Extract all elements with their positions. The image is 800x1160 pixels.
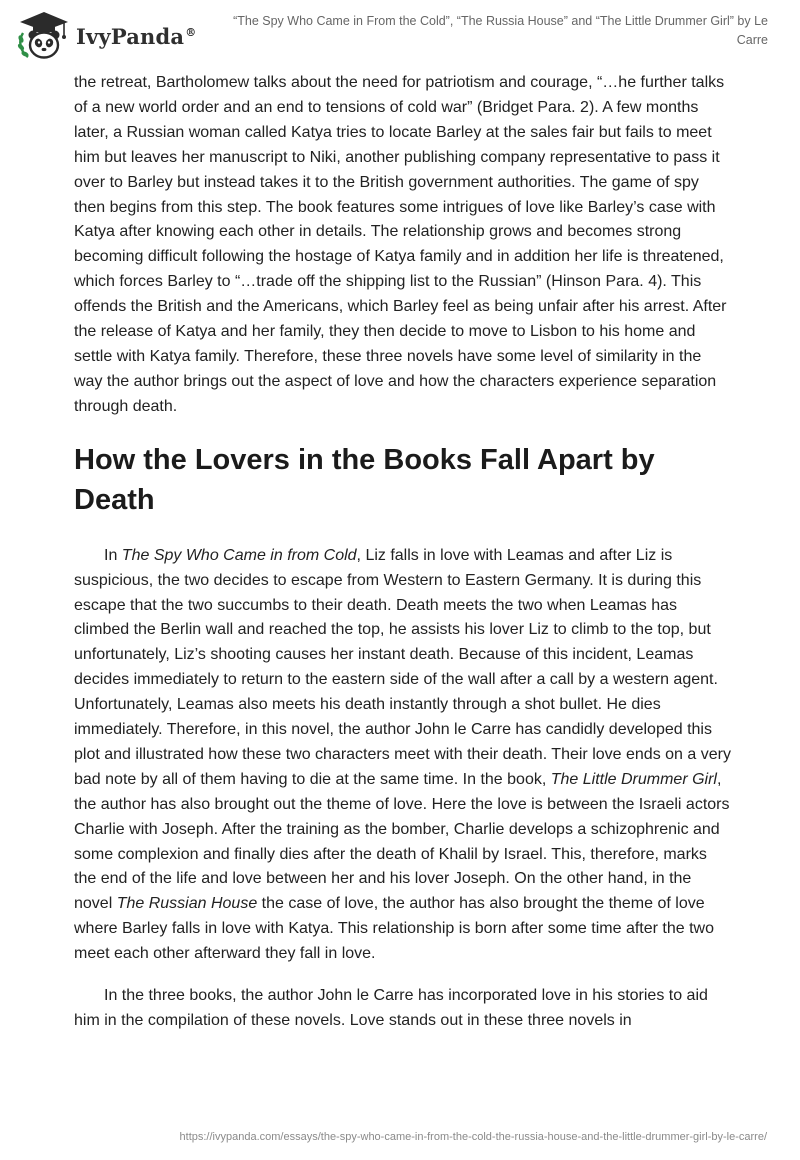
- paragraph-love-theme: In the three books, the author John le Carre has incorporated love in his stories to aid him in the compilation of these novels. Love stands out in these three novels in: [74, 987, 708, 1029]
- paragraph-lovers-death: [74, 544, 732, 967]
- section-heading: How the Lovers in the Books Fall Apart by Death: [74, 443, 655, 516]
- text-run: , the author has also brought out the theme of love. Here the love is between the Israeli actors Charlie with Joseph. After the training as the bomber, Charlie develops a schizophrenic and some complexion and finally dies after the death of Khalil by Israel. This, therefore, marks the end of the life and love between her and his lover Joseph. On the other hand, in the novel: [74, 770, 730, 913]
- document-title: “The Spy Who Came in From the Cold”, “The Russia House” and “The Little Drummer Girl” by Le Carre: [233, 14, 768, 47]
- brand-wordmark: IvyPanda: [76, 23, 185, 49]
- text-run: In: [104, 546, 122, 564]
- text-run: , Liz falls in love with Leamas and after Liz is suspicious, the two decides to escape from Western to Eastern Germany. It is during this escape that the two succumbs to their death. Death meets the two when Leamas has climbed the Berlin wall and reached the top, he assists his lover Liz to climb to the top, but unfortunately, Liz’s shooting causes her instant death. Because of this incident, Leamas decides immediately to return to the eastern side of the wall after a call by a western agent. Unfortunately, Leamas also meets his death instantly through a shot bullet. He dies immediately. Therefore, in this novel, the author John le Carre has candidly developed this plot and illustrated how these two characters meet with their death. Their love ends on a very bad note by all of them having to die at the same time. In the book,: [74, 546, 731, 788]
- paragraph-continued: the retreat, Bartholomew talks about the need for patriotism and courage, “…he further talks of a new world order and an end to tensions of cold war” (Bridget Para. 2). A few months later, a Russian woman called Katya tries to locate Barley at the sales fair but fails to meet him but leaves her manuscript to Niki, another publishing company representative to pass it over to Barley but instead takes it to the British government authorities. The game of spy then begins from this step. The book features some intrigues of love like Barley’s case with Katya after knowing each other in details. The relationship grows and becomes strong becoming difficult following the hostage of Katya family and in addition her life is threatened, which forces Barley to “…trade off the shipping list to the Russian” (Hinson Para. 4). This offends the British and the Americans, which Barley feel as being unfair after his arrest. After the release of Katya and her family, they then decide to move to Lisbon to his home and settle with Katya family. Therefore, these three novels have some level of similarity in the way the author brings out the aspect of love and how the characters experience separation through death.: [74, 74, 727, 415]
- essay-content: [74, 71, 732, 1034]
- panda-graduation-cap-icon: [14, 9, 72, 61]
- book-title-russian-house: The Russian House: [116, 895, 258, 913]
- ivypanda-logo[interactable]: [14, 9, 196, 61]
- text-run: the case of love, the author has also brought the theme of love where Barley falls in love with Katya. This relationship is born after some time after the two meet each other afterward they fall in love.: [74, 895, 714, 963]
- source-url[interactable]: https://ivypanda.com/essays/the-spy-who-came-in-from-the-cold-the-russia-house-and-the-little-drummer-girl-by-le-carre/: [179, 1131, 767, 1143]
- registered-mark: ®: [185, 25, 197, 39]
- book-title-drummer-girl: The Little Drummer Girl: [550, 770, 717, 788]
- brand-name: [76, 24, 196, 49]
- book-title-spy: The Spy Who Came in from Cold: [121, 546, 357, 564]
- page-header: [0, 0, 800, 66]
